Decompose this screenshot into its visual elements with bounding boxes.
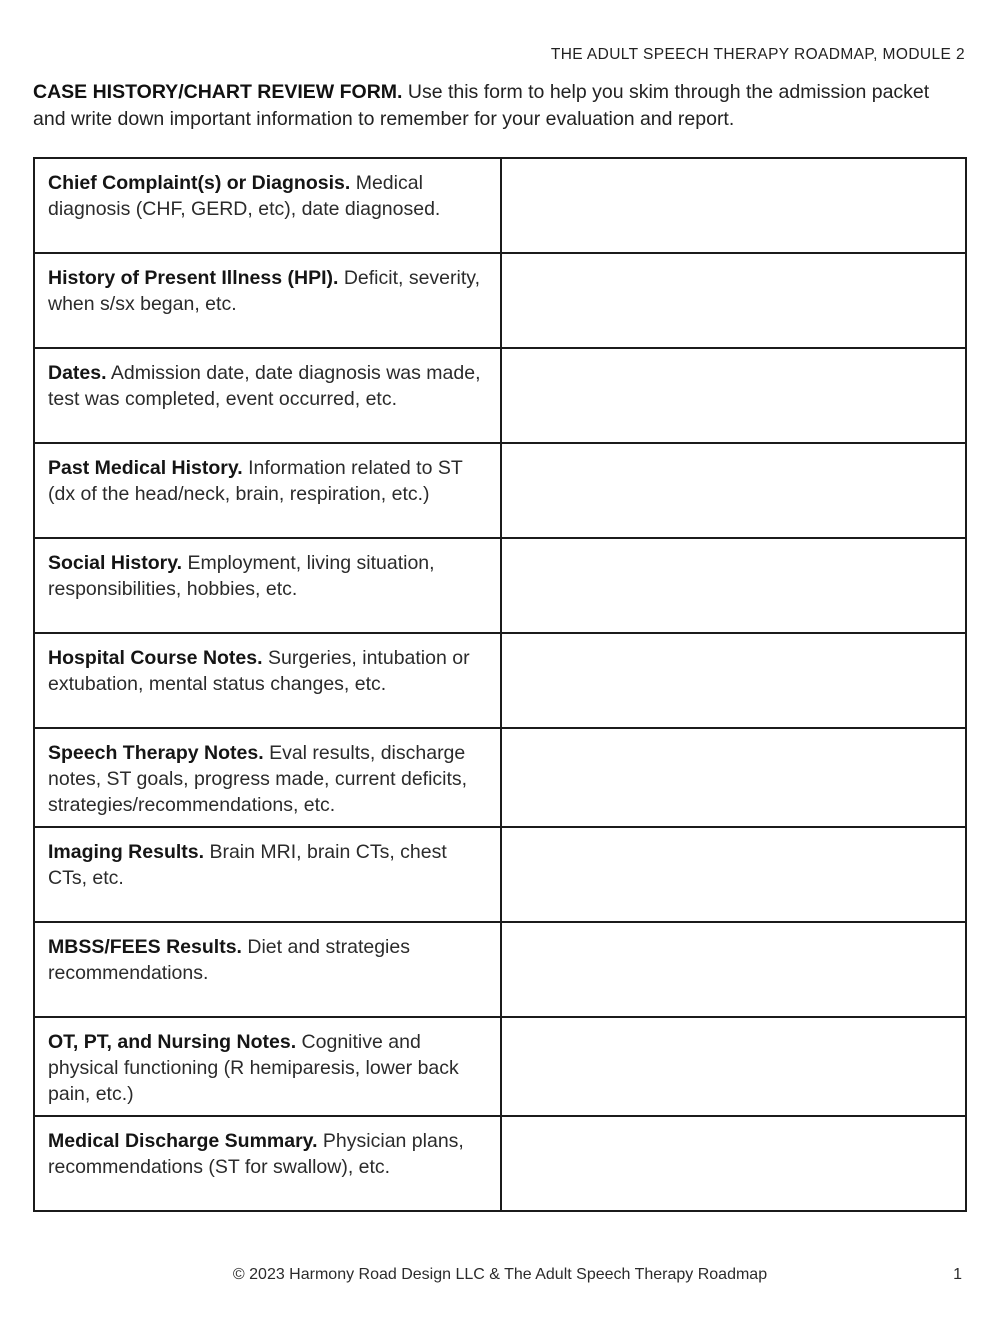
row-description: Information related to ST (dx of the head/neck, brain, respiration, etc.): [48, 457, 463, 505]
row-label-cell: [34, 538, 501, 633]
row-label-cell: [34, 158, 501, 253]
table-row: [34, 443, 966, 538]
row-description: Physician plans, recommendations (ST for swallow), etc.: [48, 1130, 464, 1178]
row-label-cell: [34, 348, 501, 443]
document-header-title: THE ADULT SPEECH THERAPY ROADMAP, MODULE 2: [550, 46, 965, 63]
row-response-cell[interactable]: [501, 728, 966, 827]
row-label-cell: [34, 728, 501, 827]
row-label: Medical Discharge Summary.: [48, 1130, 318, 1152]
row-label: MBSS/FEES Results.: [48, 936, 242, 958]
form-instructions: Use this form to help you skim through the admission packet and write down important information to remember for your evaluation and report.: [33, 81, 930, 130]
footer-copyright: © 2023 Harmony Road Design LLC & The Adult Speech Therapy Roadmap: [232, 1266, 768, 1283]
row-response-cell[interactable]: [501, 922, 966, 1017]
row-label-cell: [34, 1116, 501, 1211]
table-row: [34, 1017, 966, 1116]
table-row: [34, 538, 966, 633]
row-response-cell[interactable]: [501, 1116, 966, 1211]
row-description: Deficit, severity, when s/sx began, etc.: [48, 267, 480, 315]
row-label-cell: [34, 922, 501, 1017]
row-description: Cognitive and physical functioning (R hemiparesis, lower back pain, etc.): [48, 1031, 459, 1105]
row-label: Social History.: [48, 552, 183, 574]
page-number: 1: [953, 1266, 962, 1283]
table-row: [34, 633, 966, 728]
row-response-cell[interactable]: [501, 1017, 966, 1116]
row-label: Hospital Course Notes.: [48, 647, 263, 669]
row-description: Admission date, date diagnosis was made, test was completed, event occurred, etc.: [48, 362, 481, 410]
table-row: [34, 1116, 966, 1211]
row-response-cell[interactable]: [501, 348, 966, 443]
row-label: Past Medical History.: [48, 457, 243, 479]
row-description: Brain MRI, brain CTs, chest CTs, etc.: [48, 841, 447, 889]
table-row: [34, 827, 966, 922]
row-label: History of Present Illness (HPI).: [48, 267, 339, 289]
row-description: Diet and strategies recommendations.: [48, 936, 410, 984]
row-label: Speech Therapy Notes.: [48, 742, 264, 764]
row-description: Surgeries, intubation or extubation, mental status changes, etc.: [48, 647, 470, 695]
row-label: Chief Complaint(s) or Diagnosis.: [48, 172, 351, 194]
table-row: [34, 348, 966, 443]
table-row: [34, 158, 966, 253]
row-response-cell[interactable]: [501, 443, 966, 538]
row-label-cell: [34, 1017, 501, 1116]
row-label-cell: [34, 443, 501, 538]
row-response-cell[interactable]: [501, 827, 966, 922]
table-row: [34, 253, 966, 348]
row-label-cell: [34, 253, 501, 348]
row-description: Employment, living situation, responsibilities, hobbies, etc.: [48, 552, 435, 600]
row-description: Medical diagnosis (CHF, GERD, etc), date diagnosed.: [48, 172, 441, 220]
case-history-table: [33, 157, 967, 1212]
row-label-cell: [34, 827, 501, 922]
row-response-cell[interactable]: [501, 633, 966, 728]
form-title: CASE HISTORY/CHART REVIEW FORM.: [33, 81, 403, 103]
row-response-cell[interactable]: [501, 158, 966, 253]
row-response-cell[interactable]: [501, 253, 966, 348]
table-row: [34, 728, 966, 827]
form-intro: [33, 79, 943, 133]
row-label-cell: [34, 633, 501, 728]
row-label: Dates.: [48, 362, 107, 384]
row-label: Imaging Results.: [48, 841, 205, 863]
row-label: OT, PT, and Nursing Notes.: [48, 1031, 297, 1053]
table-row: [34, 922, 966, 1017]
row-response-cell[interactable]: [501, 538, 966, 633]
row-description: Eval results, discharge notes, ST goals, progress made, current deficits, strategies/recommendations, etc.: [48, 742, 468, 816]
